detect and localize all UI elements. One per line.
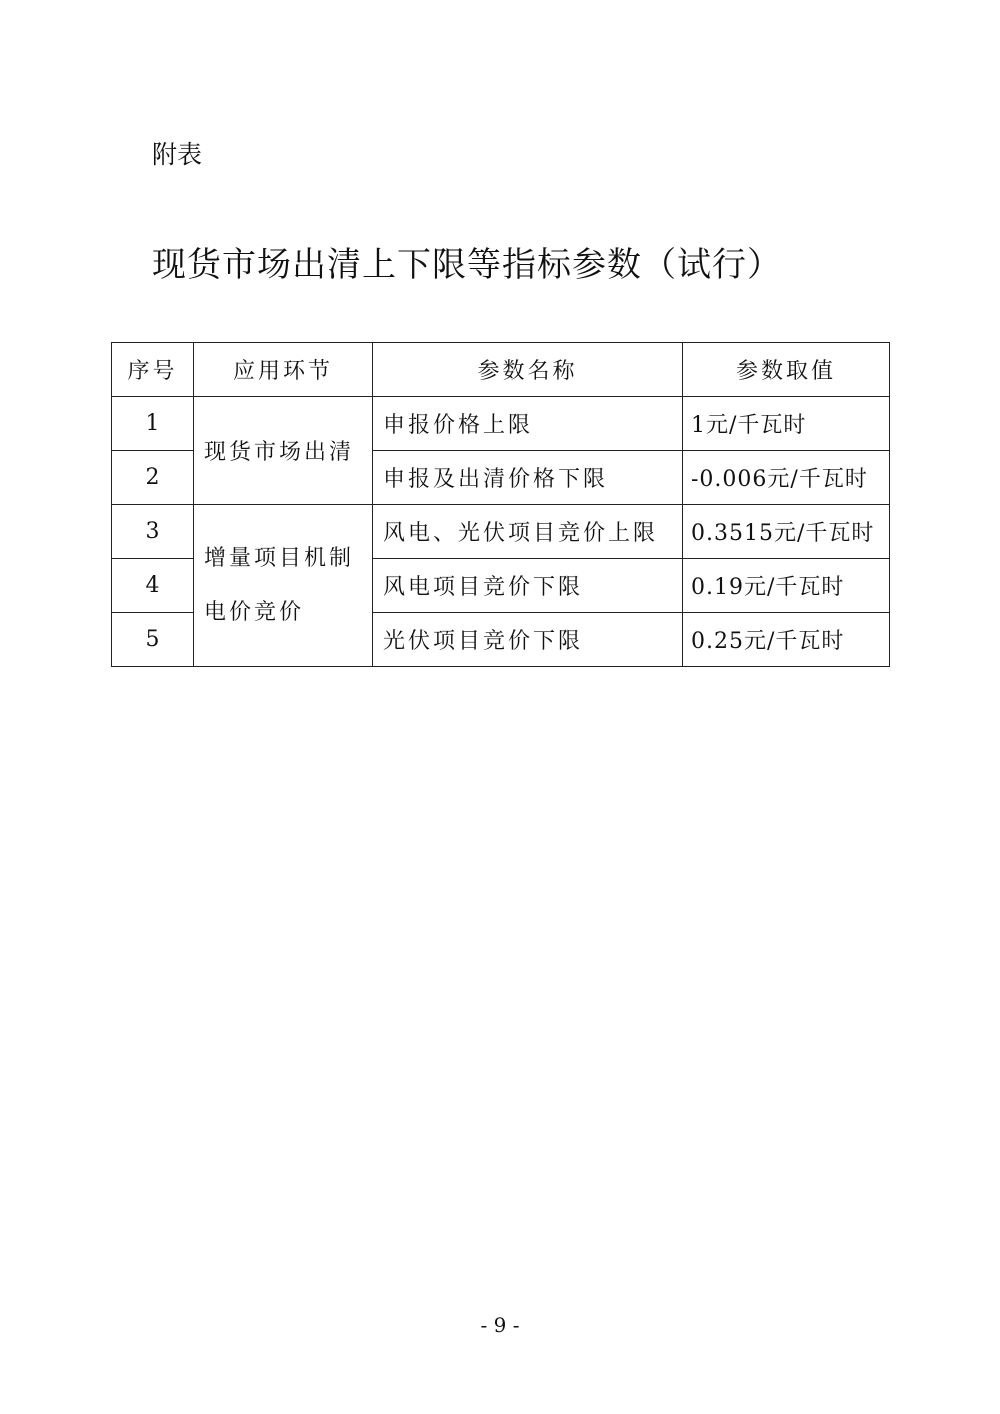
table-header-row xyxy=(112,343,890,397)
stage-bidding xyxy=(194,505,373,667)
header-stage: 应用环节 xyxy=(194,343,373,397)
param-value: 0.3515元/千瓦时 xyxy=(683,505,890,559)
page-number: - 9 - xyxy=(480,1313,520,1337)
param-name: 申报及出清价格下限 xyxy=(373,451,683,505)
table-row xyxy=(112,505,890,559)
param-value: -0.006元/千瓦时 xyxy=(683,451,890,505)
header-param-name: 参数名称 xyxy=(373,343,683,397)
table-row xyxy=(112,397,890,451)
param-name: 光伏项目竞价下限 xyxy=(373,613,683,667)
param-value: 0.19元/千瓦时 xyxy=(683,559,890,613)
row-serial: 3 xyxy=(112,505,194,559)
document-title: 现货市场出清上下限等指标参数（试行） xyxy=(152,245,782,285)
param-value: 1元/千瓦时 xyxy=(683,397,890,451)
row-serial: 4 xyxy=(112,559,194,613)
param-name: 风电、光伏项目竞价上限 xyxy=(373,505,683,559)
row-serial: 1 xyxy=(112,397,194,451)
param-value: 0.25元/千瓦时 xyxy=(683,613,890,667)
param-name: 风电项目竞价下限 xyxy=(373,559,683,613)
stage-bidding-label: 增量项目机制电价竞价 xyxy=(204,545,355,625)
header-param-value: 参数取值 xyxy=(683,343,890,397)
param-name: 申报价格上限 xyxy=(373,397,683,451)
header-serial: 序号 xyxy=(112,343,194,397)
row-serial: 2 xyxy=(112,451,194,505)
parameter-table xyxy=(111,342,890,667)
row-serial: 5 xyxy=(112,613,194,667)
stage-spot-market: 现货市场出清 xyxy=(194,397,373,505)
attachment-label: 附表 xyxy=(152,140,203,169)
